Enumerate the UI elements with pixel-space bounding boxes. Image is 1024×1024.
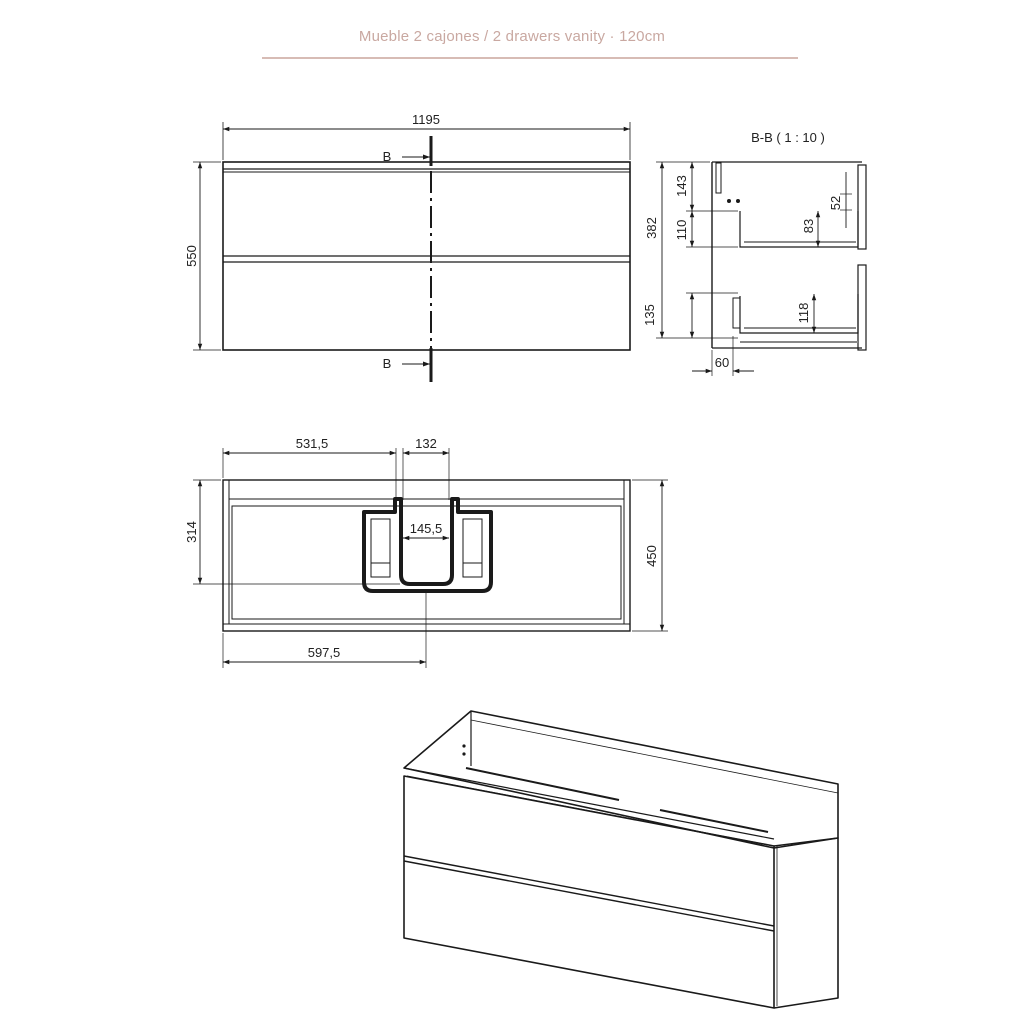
iso-right-side (774, 838, 838, 1008)
iso-drawer-split-2 (404, 861, 774, 931)
section-dim-135: 135 (642, 304, 657, 326)
iso-front-face (404, 776, 774, 1008)
top-view (184, 436, 668, 668)
section-dowel-1 (727, 199, 731, 203)
section-lower-drawer-front (858, 265, 866, 350)
section-dim-143: 143 (674, 175, 689, 197)
top-dim-132: 132 (415, 436, 437, 451)
cutout-right-compartment (463, 519, 482, 577)
top-dim-145: 145,5 (409, 521, 443, 536)
top-dim-531: 531,5 (295, 436, 329, 451)
section-dowel-2 (736, 199, 740, 203)
section-lower-rear-block (733, 298, 740, 328)
top-dim-314: 314 (184, 521, 199, 543)
section-dim-382: 382 (644, 217, 659, 239)
top-dim-450: 450 (644, 545, 659, 567)
front-width-label: 1195 (412, 112, 440, 127)
front-view (184, 112, 630, 382)
section-dim-60: 60 (714, 355, 730, 370)
iso-top-outline (404, 711, 838, 848)
section-rear-rail (716, 163, 721, 193)
iso-dowel-1 (462, 744, 465, 747)
iso-dowel-2 (462, 752, 465, 755)
section-upper-drawer-front (858, 165, 866, 249)
page-title: Mueble 2 cajones / 2 drawers vanity · 120cm (358, 28, 666, 45)
section-dim-118: 118 (796, 302, 811, 324)
section-view-title: B-B ( 1 : 10 ) (751, 130, 825, 145)
iso-back-inner-edge (471, 720, 838, 793)
section-dim-52: 52 (828, 195, 843, 211)
isometric-view (404, 711, 838, 1008)
iso-drawer-split (404, 856, 774, 926)
iso-drawer-back-rail-2 (660, 810, 768, 832)
section-view (642, 130, 866, 376)
front-height-label: 550 (184, 245, 199, 267)
section-dim-83: 83 (801, 218, 816, 234)
section-marker-top: B (382, 149, 392, 164)
section-dim-110: 110 (674, 219, 689, 241)
top-dim-597: 597,5 (307, 645, 341, 660)
iso-top-front-edge (404, 768, 774, 839)
cutout-left-compartment (371, 519, 390, 577)
section-marker-bottom: B (382, 356, 392, 371)
top-outer-outline (223, 480, 630, 631)
